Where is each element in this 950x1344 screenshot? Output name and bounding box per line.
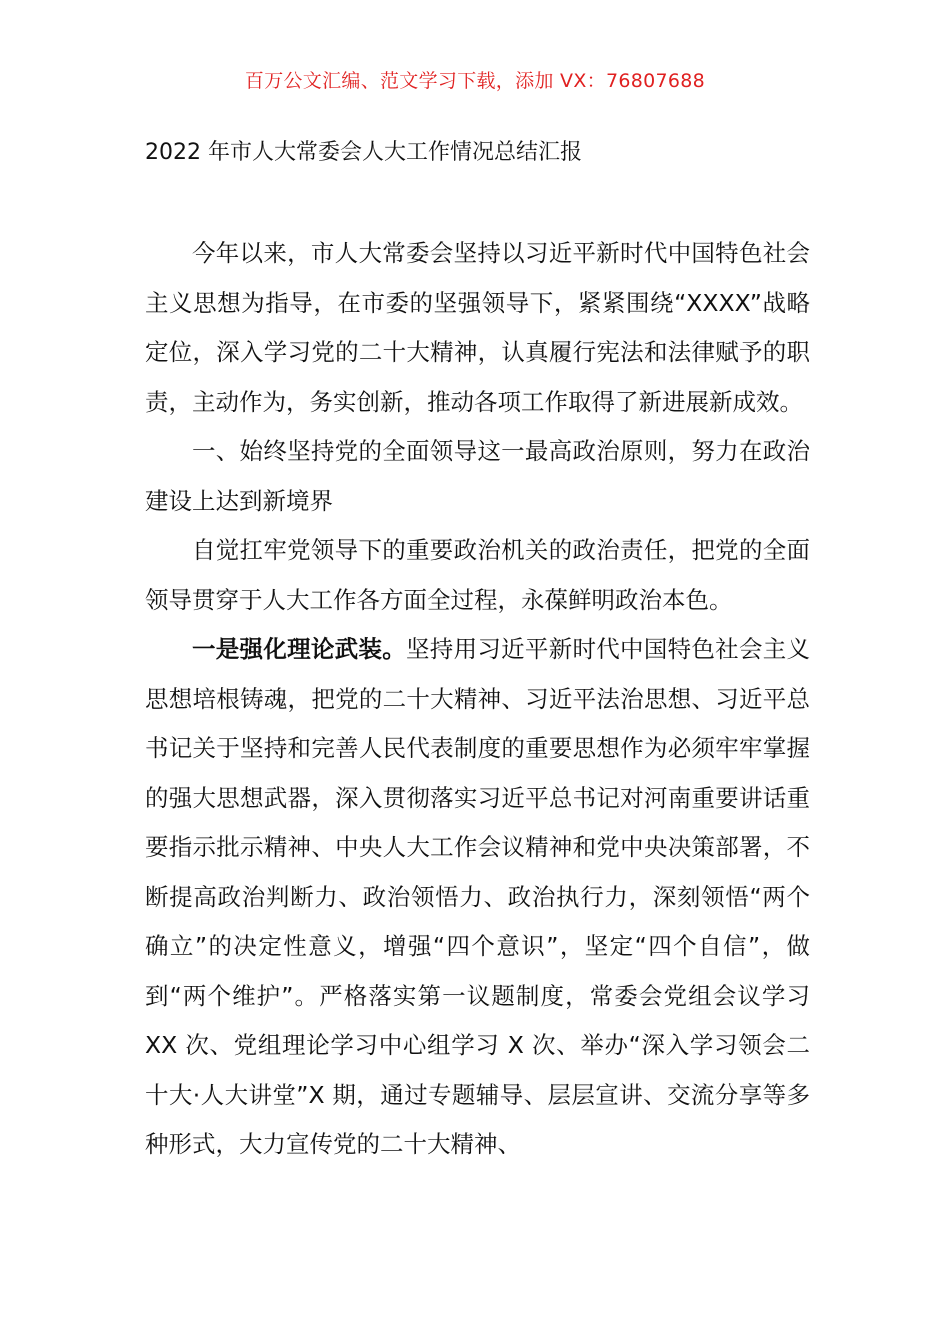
document-title: 2022 年市人大常委会人大工作情况总结汇报 xyxy=(145,140,582,165)
document-body xyxy=(145,229,810,1170)
paragraph-text: 今年以来，市人大常委会坚持以习近平新时代中国特色社会主义思想为指导，在市委的坚强领导下，紧紧围绕“XXXX”战略定位，深入学习党的二十大精神，认真履行宪法和法律赋予的职责，主动作为，务实创新，推动各项工作取得了新进展新成效。 xyxy=(145,239,810,416)
section-heading-1 xyxy=(145,427,810,526)
paragraph-section-1 xyxy=(145,526,810,625)
header-banner: 百万公文汇编、范文学习下载，添加 VX：76807688 xyxy=(244,70,706,92)
paragraph-text: 自觉扛牢党领导下的重要政治机关的政治责任，把党的全面领导贯穿于人大工作各方面全过程，永葆鲜明政治本色。 xyxy=(145,536,810,614)
section-heading-text: 一、始终坚持党的全面领导这一最高政治原则，努力在政治建设上达到新境界 xyxy=(145,437,810,515)
paragraph-text: 坚持用习近平新时代中国特色社会主义思想培根铸魂，把党的二十大精神、习近平法治思想、习近平总书记关于坚持和完善人民代表制度的重要思想作为必须牢牢掌握的强大思想武器，深入贯彻落实习近平总书记对河南重要讲话重要指示批示精神、中央人大工作会议精神和党中央决策部署，不断提高政治判断力、政治领悟力、政治执行力，深刻领悟“两个确立”的决定性意义，增强“四个意识”，坚定“四个自信”，做到“两个维护”。严格落实第一议题制度，常委会党组会议学习 XX 次、党组理论学习中心组学习 X 次、举办“深入学习领会二十大·人大讲堂”X 期，通过专题辅导、层层宣讲、交流分享等多种形式，大力宣传党的二十大精神、 xyxy=(145,635,811,1158)
paragraph-lead: 一是强化理论武装。 xyxy=(192,635,407,663)
paragraph-intro xyxy=(145,229,810,427)
paragraph-point-1 xyxy=(145,625,810,1170)
